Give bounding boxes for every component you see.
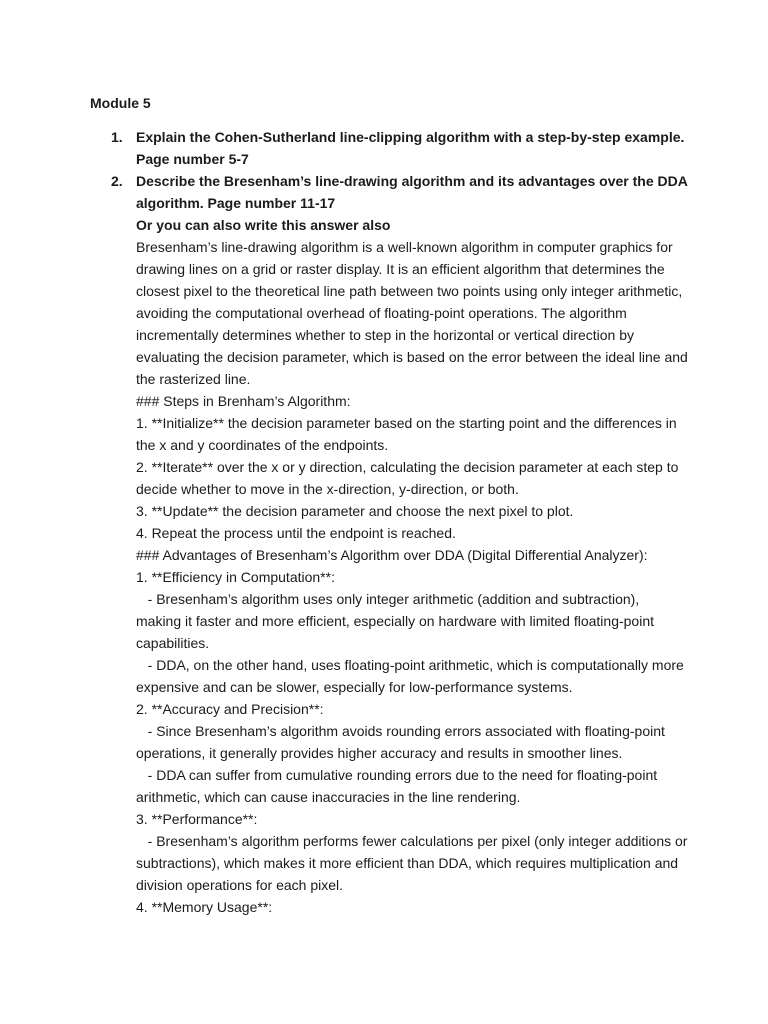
step-2: 2. **Iterate** over the x or y direction, calculating the decision parameter at each step to decide whether to move in the x-direction, y-direction, or both. bbox=[136, 459, 683, 497]
advantage-3-point-a: - Bresenham’s algorithm performs fewer calculations per pixel (only integer additions or subtractions), which makes it more efficient than DDA, which requires multiplication and division operations for each pixel. bbox=[136, 833, 692, 893]
step-3: 3. **Update** the decision parameter and choose the next pixel to plot. bbox=[136, 503, 574, 519]
question-text-1: Explain the Cohen-Sutherland line-clipping algorithm with a step-by-step example. Page number 5-7 bbox=[136, 129, 685, 167]
alternate-answer-note: Or you can also write this answer also bbox=[136, 217, 391, 233]
advantage-3-title: 3. **Performance**: bbox=[136, 811, 258, 827]
advantage-2-point-a: - Since Bresenham’s algorithm avoids rounding errors associated with floating-point operations, it generally provides higher accuracy and results in smoother lines. bbox=[136, 723, 669, 761]
step-1: 1. **Initialize** the decision parameter based on the starting point and the differences in the x and y coordinates of the endpoints. bbox=[136, 415, 681, 453]
answer-intro-paragraph: Bresenham’s line-drawing algorithm is a well-known algorithm in computer graphics for drawing lines on a grid or raster display. It is an efficient algorithm that determines the closest pixel to the theoretical line path between two points using only integer arithmetic, avoiding the computational overhead of floating-point operations. The algorithm incrementally determines whether to step in the horizontal or vertical direction by evaluating the decision parameter, which is based on the error between the ideal line and the rasterized line. bbox=[136, 239, 692, 387]
advantage-1-point-a: - Bresenham’s algorithm uses only integer arithmetic (addition and subtraction), making it faster and more efficient, especially on hardware with limited floating-point capabilities. bbox=[136, 591, 658, 651]
question-number-2: 2. bbox=[111, 173, 123, 189]
module-heading: Module 5 bbox=[90, 95, 151, 111]
question-list bbox=[90, 126, 692, 918]
advantage-1-title: 1. **Efficiency in Computation**: bbox=[136, 569, 335, 585]
advantages-heading: ### Advantages of Bresenham’s Algorithm over DDA (Digital Differential Analyzer): bbox=[136, 547, 648, 563]
advantage-2-title: 2. **Accuracy and Precision**: bbox=[136, 701, 324, 717]
step-4: 4. Repeat the process until the endpoint is reached. bbox=[136, 525, 456, 541]
question-text-2: Describe the Bresenham’s line-drawing algorithm and its advantages over the DDA algorithm. Page number 11-17 bbox=[136, 173, 688, 211]
advantage-4-title: 4. **Memory Usage**: bbox=[136, 899, 273, 915]
question-item-2 bbox=[90, 170, 692, 918]
steps-heading: ### Steps in Brenham’s Algorithm: bbox=[136, 393, 351, 409]
advantage-2-point-b: - DDA can suffer from cumulative rounding errors due to the need for floating-point arithmetic, which can cause inaccuracies in the line rendering. bbox=[136, 767, 662, 805]
question-number-1: 1. bbox=[111, 129, 123, 145]
question-item-1 bbox=[90, 126, 688, 170]
advantage-1-point-b: - DDA, on the other hand, uses floating-point arithmetic, which is computationally more expensive and can be slower, especially for low-performance systems. bbox=[136, 657, 688, 695]
